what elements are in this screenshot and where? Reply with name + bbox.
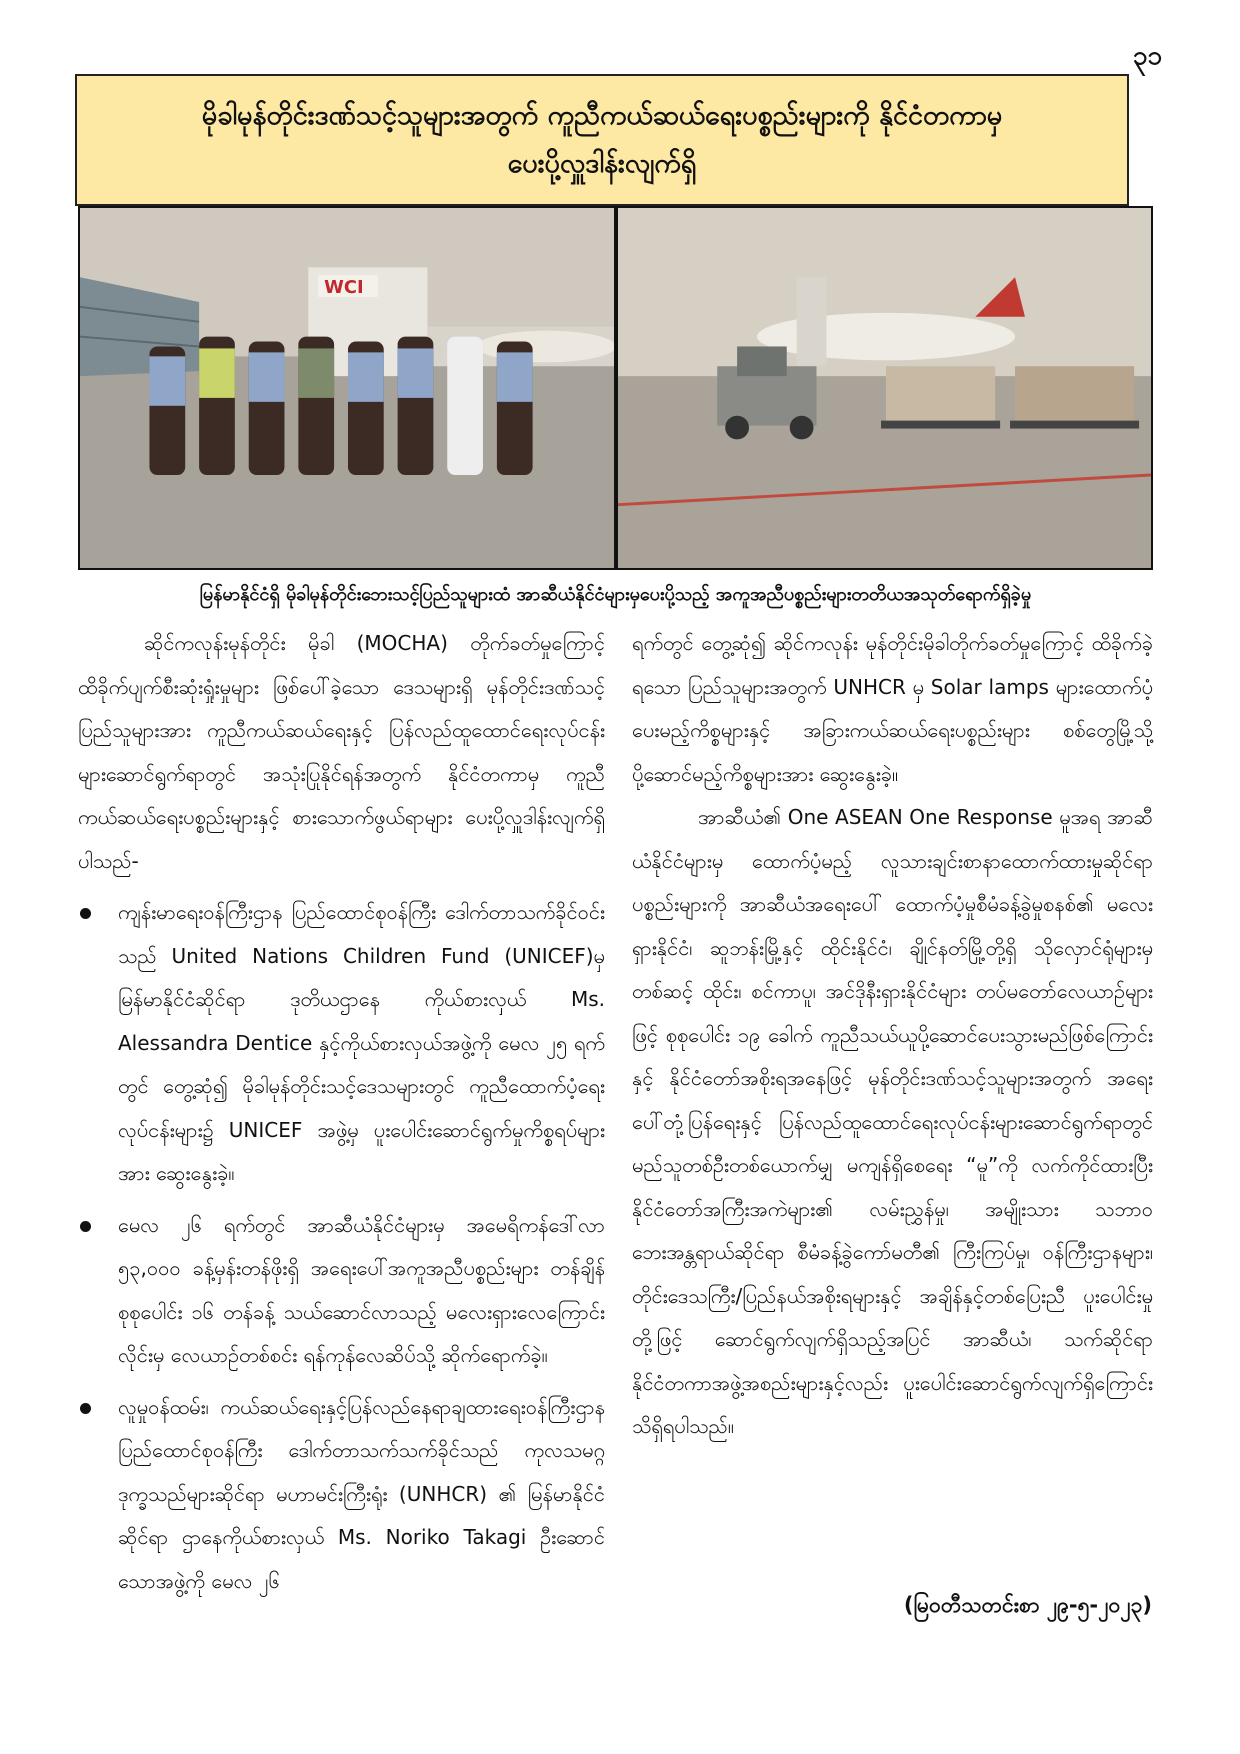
headline-line-1: မိုခါမုန်တိုင်းဒဏ်သင့်သူများအတွက် ကူညီကယ်ဆယ်ရေးပစ္စည်းများကို နိုင်ငံတကာမှ (201, 100, 1003, 131)
bullet-dot-icon (80, 1403, 91, 1414)
source-citation: (မြဝတီသတင်းစာ ၂၉-၅-၂၀၂၃) (903, 1593, 1152, 1617)
cargo-sign-text: WCI (324, 277, 364, 299)
bullet-text: ကျန်းမာရေးဝန်ကြီးဌာန ပြည်ထောင်စုဝန်ကြီး ဒေါက်တာသက်ခိုင်ဝင်းသည် United Nations Children Fund (UNICEF)မှ မြန်မာနိုင်ငံဆိုင်ရာ ဒုတိယဌာနေ ကိုယ်စားလှယ် Ms. Alessandra Dentice နှင့်ကိုယ်စားလှယ်အဖွဲ့ကို မေလ ၂၅ ရက်တွင် တွေ့ဆုံ၍ မိုခါမုန်တိုင်းသင့်ဒေသများတွင် ကူညီထောက်ပံ့ရေးလုပ်ငန်းများ၌ UNICEF အဖွဲ့မှ ပူးပေါင်းဆောင်ရွက်မှုကိစ္စရပ်များအား ဆွေးနွေးခဲ့။ (118, 900, 605, 1185)
bullet-item-asean-flight (78, 1204, 605, 1378)
bullet-item-unhcr (78, 1386, 605, 1604)
photo-caption: မြန်မာနိုင်ငံရှိ မိုခါမုန်တိုင်းဘေးသင့်ပြည်သူများထံ အာဆီယံနိုင်ငံများမှပေးပို့သည့် အကူအညီပစ္စည်းများတတိယအသုတ်ရောက်ရှိခဲ့မှု (199, 584, 1032, 605)
photo-cargo-on-tarmac (616, 206, 1153, 570)
bullet-dot-icon (80, 1221, 91, 1232)
continuation-paragraph: ရက်တွင် တွေ့ဆုံ၍ ဆိုင်ကလုန်း မုန်တိုင်းမိုခါတိုက်ခတ်မှုကြောင့် ထိခိုက်ခဲ့ရသော ပြည်သူများအတွက် UNHCR မှ Solar lamps များထောက်ပံ့ပေးမည့်ကိစ္စများနှင့် အခြားကယ်ဆယ်ရေးပစ္စည်းများ စစ်တွေမြို့သို့ ပို့ဆောင်မည့်ကိစ္စများအား ဆွေးနွေးခဲ့။ (632, 631, 1153, 786)
headline-box (75, 74, 1129, 206)
page-number: ၃၁ (1132, 41, 1162, 71)
bullet-text: မေလ ၂၆ ရက်တွင် အာဆီယံနိုင်ငံများမှ အမေရိကန်ဒေါ်လာ ၅၃,၀၀၀ ခန့်မှန်းတန်ဖိုးရှိ အရေးပေါ်အကူအညီပစ္စည်းများ တန်ချိန်စုစုပေါင်း ၁၆ တန်ခန့် သယ်ဆောင်လာသည့် မလေးရှားလေကြောင်းလိုင်းမှ လေယာဉ်တစ်စင်း ရန်ကုန်လေဆိပ်သို့ ဆိုက်ရောက်ခဲ့။ (118, 1212, 605, 1367)
right-column (632, 622, 1153, 1449)
intro-paragraph: ဆိုင်ကလုန်းမုန်တိုင်း မိုခါ (MOCHA) တိုက်ခတ်မှုကြောင့် ထိခိုက်ပျက်စီးဆုံးရှုံးမှုများ ဖြစ်ပေါ်ခဲ့သော ဒေသများရှိ မုန်တိုင်းဒဏ်သင့်ပြည်သူများအား ကူညီကယ်ဆယ်ရေးနှင့် ပြန်လည်ထူထောင်ရေးလုပ်ငန်းများဆောင်ရွက်ရာတွင် အသုံးပြုနိုင်ရန်အတွက် နိုင်ငံတကာမှ ကူညီကယ်ဆယ်ရေးပစ္စည်းများနှင့် စားသောက်ဖွယ်ရာများ ပေးပို့လှူဒါန်းလျက်ရှိပါသည်- (78, 631, 605, 873)
asean-paragraph: အာဆီယံ၏ One ASEAN One Response မူအရ အာဆီယံနိုင်ငံများမှ ထောက်ပံ့မည့် လူသားချင်းစာနာထောက်ထားမှုဆိုင်ရာပစ္စည်းများကို အာဆီယံအရေးပေါ် ထောက်ပံ့မှုစီမံခန့်ခွဲမှုစနစ်၏ မလေးရှားနိုင်ငံ၊ ဆူဘန်းမြို့နှင့် ထိုင်းနိုင်ငံ၊ ချိုင်နတ်မြို့တို့ရှိ သိုလှောင်ရုံများမှတစ်ဆင့် ထိုင်း၊ စင်ကာပူ၊ အင်ဒိုနီးရှားနိုင်ငံများ တပ်မတော်လေယာဉ်များဖြင့် စုစုပေါင်း ၁၉ ခေါက် ကူညီသယ်ယူပို့ဆောင်ပေးသွားမည်ဖြစ်ကြောင်းနှင့် နိုင်ငံတော်အစိုးရအနေဖြင့် မုန်တိုင်းဒဏ်သင့်သူများအတွက် အရေးပေါ်တုံ့ပြန်ရေးနှင့် ပြန်လည်ထူထောင်ရေးလုပ်ငန်းများဆောင်ရွက်ရာတွင် မည်သူတစ်ဦးတစ်ယောက်မျှ မကျန်ရှိစေရေး “မူ”ကို လက်ကိုင်ထားပြီး နိုင်ငံတော်အကြီးအကဲများ၏ လမ်းညွှန်မှု၊ အမျိုးသား သဘာဝဘေးအန္တရာယ်ဆိုင်ရာ စီမံခန့်ခွဲကော်မတီ၏ ကြီးကြပ်မှု၊ ဝန်ကြီးဌာနများ၊ တိုင်းဒေသကြီး/ပြည်နယ်အစိုးရများနှင့် အချိန်နှင့်တစ်ပြေးညီ ပူးပေါင်းမှုတို့ဖြင့် ဆောင်ရွက်လျက်ရှိသည့်အပြင် အာဆီယံ၊ သက်ဆိုင်ရာနိုင်ငံတကာအဖွဲ့အစည်းများနှင့်လည်း ပူးပေါင်းဆောင်ရွက်လျက်ရှိကြောင်း သိရှိရပါသည်။ (632, 805, 1153, 1438)
bullet-item-unicef (78, 891, 605, 1196)
left-column (78, 622, 605, 1603)
bullet-text: လူမှုဝန်ထမ်း၊ ကယ်ဆယ်ရေးနှင့်ပြန်လည်နေရာချထားရေးဝန်ကြီးဌာန ပြည်ထောင်စုဝန်ကြီး ဒေါက်တာသက်သက်ခိုင်သည် ကုလသမဂ္ဂဒုက္ခသည်များဆိုင်ရာ မဟာမင်းကြီးရုံး (UNHCR) ၏ မြန်မာနိုင်ငံဆိုင်ရာ ဌာနေကိုယ်စားလှယ် Ms. Noriko Takagi ဦးဆောင်သောအဖွဲ့ကို မေလ ၂၆ (118, 1394, 605, 1593)
headline-line-2: ပေးပို့လှူဒါန်းလျက်ရှိ (507, 148, 697, 179)
photo-officials-at-airport (78, 206, 616, 570)
bullet-dot-icon (80, 908, 91, 919)
